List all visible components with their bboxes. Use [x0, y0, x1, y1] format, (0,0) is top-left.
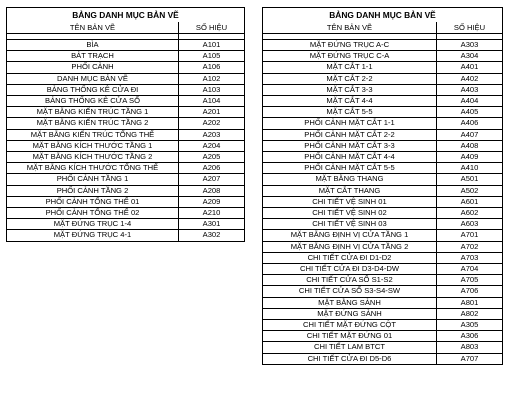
table-row — [263, 286, 503, 297]
drawing-number-cell: A406 — [437, 118, 503, 129]
drawing-number-cell: A304 — [437, 51, 503, 62]
drawing-number-cell: A305 — [437, 320, 503, 331]
drawing-number-cell: A702 — [437, 241, 503, 252]
drawing-number-cell: A204 — [179, 140, 245, 151]
drawing-number-cell: A104 — [179, 96, 245, 107]
drawing-number-cell: A102 — [179, 73, 245, 84]
drawing-name-cell: MẶT BẰNG KIẾN TRÚC TẦNG 1 — [7, 107, 179, 118]
table-row — [7, 51, 245, 62]
table-row — [7, 62, 245, 73]
drawing-name-cell: PHỐI CẢNH TỔNG THỂ 02 — [7, 208, 179, 219]
table-row — [263, 297, 503, 308]
drawing-number-cell: A707 — [437, 353, 503, 364]
drawing-number-cell: A706 — [437, 286, 503, 297]
drawing-name-cell: MẶT CẮT 1-1 — [263, 62, 437, 73]
drawing-name-cell: MẶT BẰNG ĐỊNH VỊ CỬA TẦNG 2 — [263, 241, 437, 252]
table-row — [263, 219, 503, 230]
table-row — [263, 129, 503, 140]
table-title: BẢNG DANH MỤC BẢN VẼ — [7, 8, 245, 23]
drawing-name-cell: MẶT CẮT 3-3 — [263, 84, 437, 95]
drawing-number-cell: A101 — [179, 40, 245, 51]
column-header-drawing-number: SỐ HIỆU — [179, 22, 245, 34]
drawing-number-cell: A501 — [437, 174, 503, 185]
table-row — [7, 140, 245, 151]
drawing-name-cell: PHỐI CẢNH TẦNG 2 — [7, 185, 179, 196]
drawing-name-cell: CHI TIẾT CỬA SỔ S1-S2 — [263, 275, 437, 286]
table-row — [7, 107, 245, 118]
drawing-name-cell: CHI TIẾT VỆ SINH 02 — [263, 208, 437, 219]
drawing-number-cell: A202 — [179, 118, 245, 129]
column-header-drawing-name: TÊN BẢN VẼ — [7, 22, 179, 34]
table-row — [263, 140, 503, 151]
table-row — [7, 152, 245, 163]
drawing-number-cell: A207 — [179, 174, 245, 185]
drawing-name-cell: PHỐI CẢNH MẶT CẮT 3-3 — [263, 140, 437, 151]
table-row — [7, 40, 245, 51]
table-row — [263, 196, 503, 207]
drawing-number-cell: A402 — [437, 73, 503, 84]
drawing-number-cell: A705 — [437, 275, 503, 286]
column-header-drawing-name: TÊN BẢN VẼ — [263, 22, 437, 34]
table-row — [263, 96, 503, 107]
table-row — [7, 196, 245, 207]
drawing-name-cell: MẶT CẮT 4-4 — [263, 96, 437, 107]
drawing-number-cell: A301 — [179, 219, 245, 230]
drawing-number-cell: A703 — [437, 252, 503, 263]
drawing-number-cell: A303 — [437, 40, 503, 51]
drawing-list-table-right — [262, 7, 503, 365]
table-row — [263, 40, 503, 51]
drawing-number-cell: A801 — [437, 297, 503, 308]
table-row — [263, 107, 503, 118]
drawing-number-cell: A405 — [437, 107, 503, 118]
table-body — [7, 34, 245, 242]
table-row — [7, 96, 245, 107]
drawing-name-cell: CHI TIẾT CỬA SỔ S3-S4-SW — [263, 286, 437, 297]
drawing-number-cell: A409 — [437, 152, 503, 163]
drawing-number-cell: A803 — [437, 342, 503, 353]
drawing-list-table-left — [6, 7, 245, 242]
table-title: BẢNG DANH MỤC BẢN VẼ — [263, 8, 503, 23]
table-row — [7, 73, 245, 84]
table-row — [7, 208, 245, 219]
drawing-number-cell: A205 — [179, 152, 245, 163]
drawing-name-cell: CHI TIẾT VỆ SINH 03 — [263, 219, 437, 230]
drawing-name-cell: BẢNG THỐNG KÊ CỬA SỔ — [7, 96, 179, 107]
table-row — [263, 264, 503, 275]
drawing-number-cell: A302 — [179, 230, 245, 241]
drawing-name-cell: MẶT BẰNG KIẾN TRÚC TẦNG 2 — [7, 118, 179, 129]
drawing-number-cell: A603 — [437, 219, 503, 230]
drawing-name-cell: CHI TIẾT MẶT ĐỨNG CỘT — [263, 320, 437, 331]
drawing-number-cell: A410 — [437, 163, 503, 174]
table-row — [263, 342, 503, 353]
table-row — [7, 185, 245, 196]
table-row — [263, 163, 503, 174]
table-row — [7, 174, 245, 185]
drawing-name-cell: CHI TIẾT CỬA ĐI D3-D4-DW — [263, 264, 437, 275]
drawing-name-cell: MẶT ĐỨNG TRỤC C-A — [263, 51, 437, 62]
drawing-name-cell: MẶT BẰNG KÍCH THƯỚC TẦNG 1 — [7, 140, 179, 151]
drawing-name-cell: MẶT CẮT THANG — [263, 185, 437, 196]
drawing-number-cell: A201 — [179, 107, 245, 118]
drawing-number-cell: A704 — [437, 264, 503, 275]
drawing-name-cell: DANH MỤC BẢN VẼ — [7, 73, 179, 84]
table-row — [263, 185, 503, 196]
drawing-name-cell: MẶT ĐỨNG TRỤC 4-1 — [7, 230, 179, 241]
table-row — [263, 84, 503, 95]
drawing-number-cell: A306 — [437, 331, 503, 342]
table-row — [7, 129, 245, 140]
drawing-name-cell: CHI TIẾT MẶT ĐỨNG 01 — [263, 331, 437, 342]
drawing-number-cell: A403 — [437, 84, 503, 95]
drawing-name-cell: MẶT CẮT 2-2 — [263, 73, 437, 84]
table-row — [263, 241, 503, 252]
drawing-name-cell: MẶT ĐỨNG SẢNH — [263, 308, 437, 319]
drawing-number-cell: A208 — [179, 185, 245, 196]
drawing-number-cell: A408 — [437, 140, 503, 151]
table-row — [263, 208, 503, 219]
table-row — [263, 275, 503, 286]
drawing-name-cell: MẶT BẰNG KIẾN TRÚC TỔNG THỂ — [7, 129, 179, 140]
table-row — [263, 230, 503, 241]
drawing-name-cell: MẶT BẰNG SẢNH — [263, 297, 437, 308]
drawing-name-cell: CHI TIẾT LAM BTCT — [263, 342, 437, 353]
drawing-number-cell: A210 — [179, 208, 245, 219]
table-row — [7, 219, 245, 230]
drawing-name-cell: MẶT ĐỨNG TRỤC A-C — [263, 40, 437, 51]
drawing-number-cell: A401 — [437, 62, 503, 73]
drawing-number-cell: A701 — [437, 230, 503, 241]
drawing-name-cell: MẶT ĐỨNG TRỤC 1-4 — [7, 219, 179, 230]
drawing-name-cell: MẶT BẰNG ĐỊNH VỊ CỬA TẦNG 1 — [263, 230, 437, 241]
table-row — [263, 331, 503, 342]
table-row — [263, 320, 503, 331]
drawing-name-cell: BẢT TRẠCH — [7, 51, 179, 62]
drawing-name-cell: MẶT BẰNG THANG — [263, 174, 437, 185]
table-row — [7, 118, 245, 129]
drawing-number-cell: A601 — [437, 196, 503, 207]
table-row — [7, 163, 245, 174]
drawing-name-cell: CHI TIẾT CỬA ĐI D5-D6 — [263, 353, 437, 364]
table-row — [263, 174, 503, 185]
drawing-name-cell: MẶT BẰNG KÍCH THƯỚC TỔNG THỂ — [7, 163, 179, 174]
table-row — [263, 51, 503, 62]
table-row — [263, 252, 503, 263]
drawing-number-cell: A602 — [437, 208, 503, 219]
drawing-name-cell: CHI TIẾT VỆ SINH 01 — [263, 196, 437, 207]
table-row — [263, 73, 503, 84]
drawing-name-cell: PHỐI CẢNH TẦNG 1 — [7, 174, 179, 185]
table-row — [263, 118, 503, 129]
drawing-number-cell: A404 — [437, 96, 503, 107]
column-header-drawing-number: SỐ HIỆU — [437, 22, 503, 34]
drawing-name-cell: PHỐI CẢNH MẶT CẮT 4-4 — [263, 152, 437, 163]
drawing-number-cell: A206 — [179, 163, 245, 174]
drawing-number-cell: A103 — [179, 84, 245, 95]
drawing-number-cell: A407 — [437, 129, 503, 140]
table-row — [7, 230, 245, 241]
drawing-name-cell: BÌA — [7, 40, 179, 51]
table-row — [263, 62, 503, 73]
drawing-name-cell: MẶT BẰNG KÍCH THƯỚC TẦNG 2 — [7, 152, 179, 163]
drawing-name-cell: PHỐI CẢNH — [7, 62, 179, 73]
table-row — [263, 353, 503, 364]
drawing-name-cell: MẶT CẮT 5-5 — [263, 107, 437, 118]
table-row — [263, 152, 503, 163]
table-row — [263, 308, 503, 319]
drawing-number-cell: A802 — [437, 308, 503, 319]
drawing-number-cell: A209 — [179, 196, 245, 207]
drawing-name-cell: BẢNG THỐNG KÊ CỬA ĐI — [7, 84, 179, 95]
drawing-name-cell: PHỐI CẢNH MẶT CẮT 1-1 — [263, 118, 437, 129]
drawing-number-cell: A105 — [179, 51, 245, 62]
drawing-name-cell: PHỐI CẢNH MẶT CẮT 2-2 — [263, 129, 437, 140]
table-body — [263, 34, 503, 365]
drawing-number-cell: A203 — [179, 129, 245, 140]
drawing-number-cell: A502 — [437, 185, 503, 196]
drawing-name-cell: PHỐI CẢNH MẶT CẮT 5-5 — [263, 163, 437, 174]
drawing-name-cell: CHI TIẾT CỬA ĐI D1-D2 — [263, 252, 437, 263]
drawing-name-cell: PHỐI CẢNH TỔNG THỂ 01 — [7, 196, 179, 207]
drawing-number-cell: A106 — [179, 62, 245, 73]
table-row — [7, 84, 245, 95]
